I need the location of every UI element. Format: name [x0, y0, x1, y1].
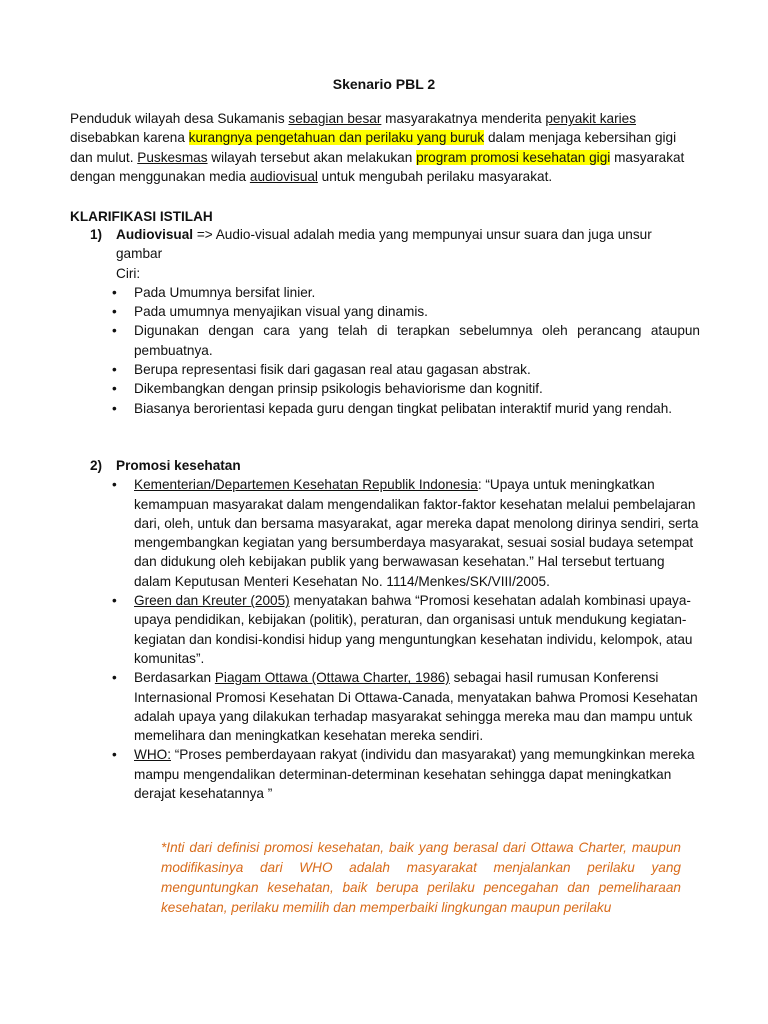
- bullet-icon: •: [112, 381, 117, 397]
- list-item: [90, 302, 700, 321]
- section-promosi-kesehatan: [90, 456, 700, 803]
- bullet-icon: •: [112, 284, 117, 300]
- list-item-text: Pada Umumnya bersifat linier.: [134, 284, 316, 300]
- list-item-text: Digunakan dengan cara yang telah di terapkan sebelumnya oleh perancang ataupun pembuatnya.: [134, 323, 700, 358]
- bullet-icon: •: [112, 362, 117, 378]
- bullet-icon: •: [112, 477, 117, 493]
- list-item: [90, 475, 700, 591]
- list-item: [90, 591, 700, 668]
- intro-text: untuk mengubah perilaku masyarakat.: [317, 168, 553, 184]
- bullet-icon: •: [112, 670, 117, 686]
- intro-text: disebabkan karena: [70, 130, 189, 146]
- bullet-icon: •: [112, 400, 117, 416]
- list-item: [90, 360, 700, 379]
- section-audiovisual: [90, 225, 700, 418]
- intro-text: Penduduk wilayah desa Sukamanis: [70, 111, 289, 126]
- intro-underline: audiovisual: [249, 168, 318, 184]
- list-item: [90, 321, 700, 360]
- section-term: Promosi kesehatan: [116, 458, 241, 473]
- intro-underline: Puskesmas: [137, 149, 208, 165]
- definition-list: [90, 475, 700, 803]
- list-item-text: Biasanya berorientasi kepada guru dengan tingkat pelibatan interaktif murid yang rendah.: [134, 400, 673, 416]
- source-name: Piagam Ottawa (Ottawa Charter, 1986): [214, 670, 450, 686]
- intro-underline: sebagian besar: [288, 111, 382, 126]
- page-title: Skenario PBL 2: [332, 76, 436, 92]
- list-item: [90, 283, 700, 302]
- source-name: Green dan Kreuter (2005): [134, 593, 290, 609]
- list-item: [90, 668, 700, 745]
- list-item-text: Pada umumnya menyajikan visual yang dinamis.: [134, 304, 428, 320]
- intro-text: masyarakat dengan menggunakan media: [70, 149, 685, 184]
- bullet-icon: •: [112, 304, 117, 320]
- list-item: [90, 399, 700, 418]
- intro-underline: penyakit karies: [545, 111, 636, 126]
- list-item-text: menyatakan bahwa “Promosi kesehatan adalah kombinasi upaya-upaya pendidikan, kebijakan (politik), peraturan, dan organisasi untuk mendukung kegiatan-kegiatan dan kondisi-kondisi hidup yang menguntungkan kesehatan individu, kelompok, atau komunitas”.: [134, 593, 693, 666]
- list-item: [90, 745, 700, 803]
- ciri-list: [90, 283, 700, 418]
- ciri-label: Ciri:: [116, 265, 141, 281]
- bullet-icon: •: [112, 593, 117, 609]
- section-number: 2): [90, 458, 103, 473]
- list-item-text: Berupa representasi fisik dari gagasan real atau gagasan abstrak.: [134, 362, 531, 378]
- list-item: [90, 379, 700, 398]
- intro-paragraph: [70, 109, 700, 186]
- audiovisual-definition: [116, 225, 700, 264]
- section-number: 1): [90, 227, 103, 242]
- section-heading: KLARIFIKASI ISTILAH: [70, 209, 213, 224]
- intro-text: wilayah tersebut akan melakukan: [207, 149, 417, 165]
- list-item-text: Dikembangkan dengan prinsip psikologis behaviorisme dan kognitif.: [134, 381, 543, 397]
- bullet-icon: •: [112, 747, 117, 763]
- intro-text: dalam menjaga kebersihan gigi dan mulut.: [70, 130, 677, 165]
- term: Audiovisual: [116, 227, 194, 242]
- list-item-text: : “Upaya untuk meningkatkan kemampuan masyarakat dalam mengendalikan faktor-faktor kesehatan melalui pembelajaran dari, oleh, untuk dan bersama masyarakat, agar mereka dapat menolong dirinya sendiri, serta mengembangkan kegiatan yang bersumberdaya masyarakat, sesuai sosial budaya setempat dan didukung oleh kebijakan publik yang berwawasan kesehatan.” Hal tersebut tertuang dalam Keputusan Menteri Kesehatan No. 1114/Menkes/SK/VIII/2005.: [134, 477, 699, 589]
- list-item-text: sebagai hasil rumusan Konferensi Internasional Promosi Kesehatan Di Ottawa-Canada, menyatakan bahwa Promosi Kesehatan adalah upaya yang dilakukan terhadap masyarakat sehingga mereka mau dan mampu untuk memelihara dan meningkatkan kesehatan mereka sendiri.: [134, 670, 698, 744]
- bullet-icon: •: [112, 323, 117, 339]
- list-item-text: Berdasarkan: [134, 670, 215, 686]
- summary-note: *Inti dari definisi promosi kesehatan, baik yang berasal dari Ottawa Charter, maupun modifikasinya dari WHO adalah masyarakat menjalankan perilaku yang menguntungkan kesehatan, baik berupa perilaku pencegahan dan pemeliharaan kesehatan, perilaku memilih dan memperbaiki lingkungan maupun perilaku: [161, 840, 681, 915]
- definition-text: => Audio-visual adalah media yang mempunyai unsur suara dan juga unsur gambar: [116, 227, 652, 262]
- intro-highlight: program promosi kesehatan gigi: [416, 149, 611, 165]
- source-name: Kementerian/Departemen Kesehatan Republik Indonesia: [134, 477, 478, 493]
- source-name: WHO:: [134, 747, 171, 763]
- list-item-text: “Proses pemberdayaan rakyat (individu dan masyarakat) yang memungkinkan mereka mampu mengendalikan determinan-determinan kesehatan sehingga dapat meningkatkan derajat kesehatannya ”: [134, 747, 695, 802]
- intro-text: masyarakatnya menderita: [381, 111, 546, 126]
- intro-highlight: kurangnya pengetahuan dan perilaku yang buruk: [188, 130, 485, 146]
